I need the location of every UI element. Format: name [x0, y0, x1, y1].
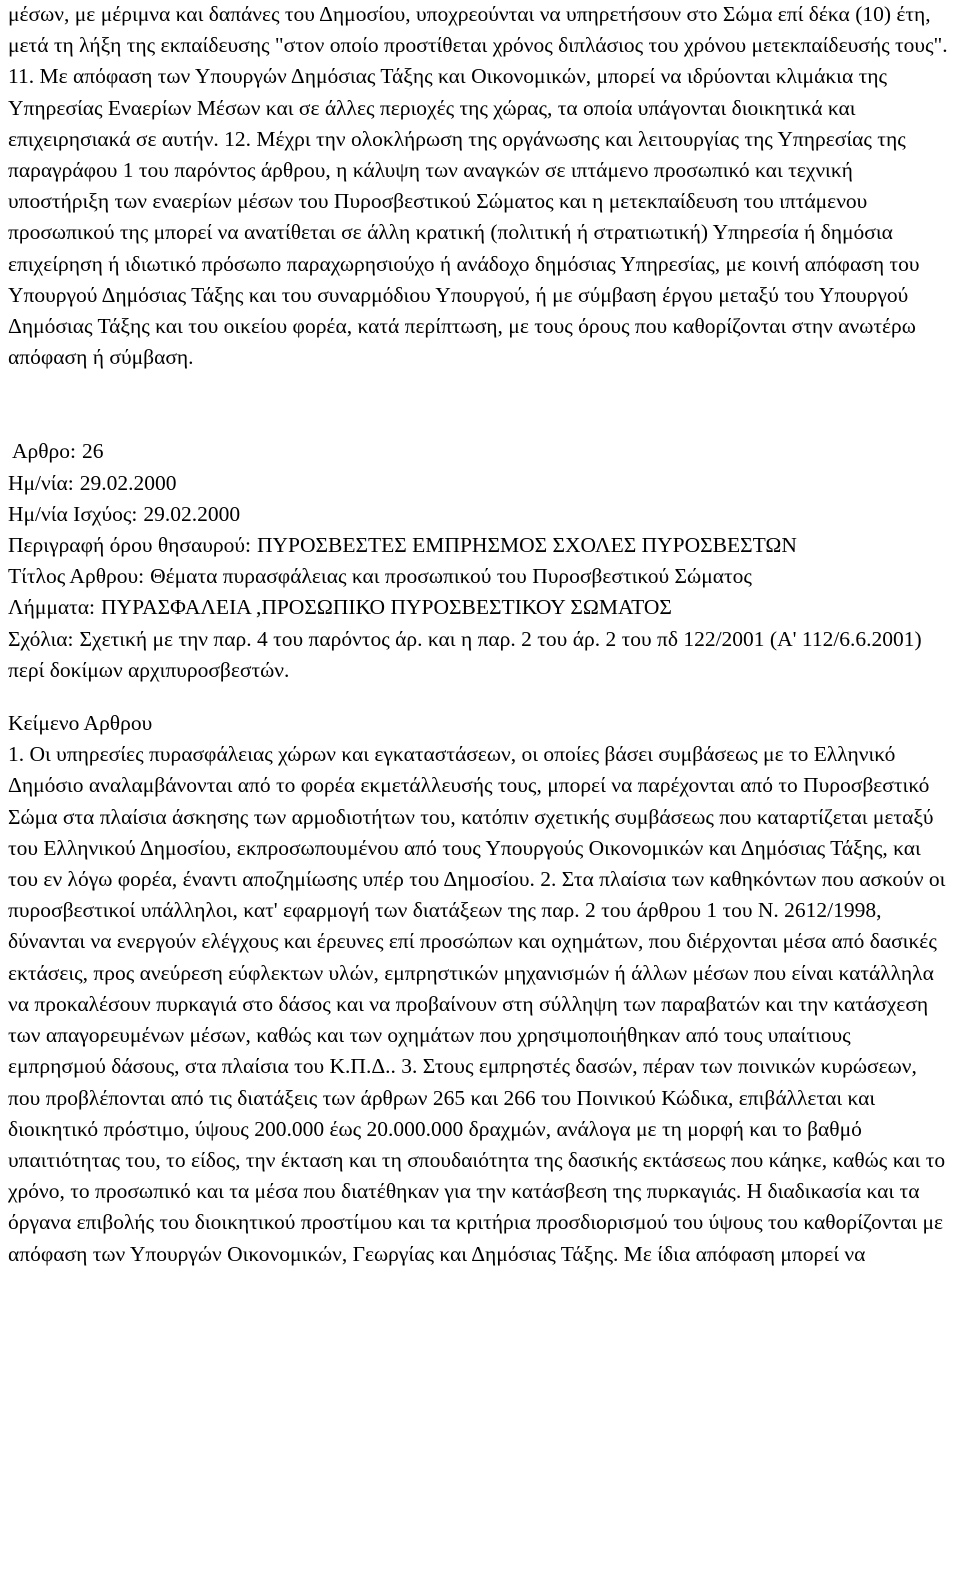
comments-line — [8, 624, 948, 686]
thesaurus-label: Περιγραφή όρου θησαυρού: — [8, 533, 251, 558]
article-number-label: Αρθρο: — [12, 439, 77, 464]
article-title-label: Τίτλος Αρθρου: — [8, 564, 145, 589]
lemmas-label: Λήμματα: — [8, 595, 96, 620]
lemmas-value: ΠΥΡΑΣΦΑΛΕΙΑ ,ΠΡΟΣΩΠΙΚΟ ΠΥΡΟΣΒΕΣΤΙΚΟΥ ΣΩΜΑΤΟΣ — [101, 595, 672, 620]
comments-value: Σχετική με την παρ. 4 του παρόντος άρ. και η παρ. 2 του άρ. 2 του πδ 122/2001 (Α' 112/6.6.2001) περί δοκίμων αρχιπυροσβεστών. — [8, 626, 922, 682]
article-date-label: Ημ/νία: — [8, 470, 74, 495]
article-number-line — [8, 436, 948, 467]
thesaurus-line — [8, 530, 948, 561]
article-date-line — [8, 468, 948, 499]
article-effective-date-label: Ημ/νία Ισχύος: — [8, 501, 138, 526]
article-effective-date-value: 29.02.2000 — [143, 501, 241, 526]
article-date-value: 29.02.2000 — [79, 470, 177, 495]
article-body-text: 1. Οι υπηρεσίες πυρασφάλειας χώρων και εγκαταστάσεων, οι οποίες βάσει συμβάσεως με το Ελληνικό Δημόσιο αναλαμβάνονται από το φορέα εκμετάλλευσής τους, μπορεί να παρέχονται από το Πυροσβεστικό Σώμα στα πλαίσια άσκησης των αρμοδιοτήτων του, κατόπιν σχετικής συμβάσεως που καταρτίζεται μεταξύ του Ελληνικού Δημοσίου, εκπροσωπουμένου από τους Υπουργούς Οικονομικών και Δημόσιας Τάξης, και του εν λόγω φορέα, έναντι αποζημίωσης υπέρ του Δημοσίου. 2. Στα πλαίσια των καθηκόντων που ασκούν οι πυροσβεστικοί υπάλληλοι, κατ' εφαρμογή των διατάξεων της παρ. 2 του άρθρου 1 του Ν. 2612/1998, δύνανται να ενεργούν ελέγχους και έρευνες επί προσώπων και οχημάτων, που διέρχονται μέσα από δασικές εκτάσεις, προς ανεύρεση εύφλεκτων υλών, εμπρηστικών μηχανισμών ή άλλων μέσων που είναι κατάλληλα να προκαλέσουν πυρκαγιά στο δάσος και να προβαίνουν στη σύλληψη των παραβατών και την κατάσχεση των απαγορευμένων μέσων, καθώς και των οχημάτων που χρησιμοποιήθηκαν από τους υπαίτιους εμπρησμού δάσους, στα πλαίσια του Κ.Π.Δ.. 3. Στους εμπρηστές δασών, πέραν των ποινικών κυρώσεων, που προβλέπονται από τις διατάξεις των άρθρων 265 και 266 του Ποινικού Κώδικα, επιβάλλεται και διοικητικό πρόστιμο, ύψους 200.000 έως 20.000.000 δραχμών, ανάλογα με τη μορφή και το βαθμό υπαιτιότητας του, το είδος, την έκταση και τη σπουδαιότητα της δασικής εκτάσεως που κάηκε, καθώς και το χρόνο, το προσωπικό και τα μέσα που διατέθηκαν για την κατάσβεση της πυρκαγιάς. Η διαδικασία και τα όργανα επιβολής του διοικητικού προστίμου και τα κριτήρια προσδιορισμού του ύψους του καθορίζονται με απόφαση των Υπουργών Οικονομικών, Γεωργίας και Δημόσιας Τάξης. Με ίδια απόφαση μπορεί να — [8, 742, 946, 1266]
article-title-value: Θέματα πυρασφάλειας και προσωπικού του Πυροσβεστικού Σώματος — [150, 564, 752, 589]
comments-label: Σχόλια: — [8, 626, 74, 651]
article-body-title: Κείμενο Αρθρου — [8, 711, 153, 736]
article-number-value: 26 — [82, 439, 104, 464]
lemmas-line — [8, 592, 948, 623]
article-title-line — [8, 561, 948, 592]
previous-article-text: μέσων, με μέριμνα και δαπάνες του Δημοσίου, υποχρεούνται να υπηρετήσουν στο Σώμα επί δέκα (10) έτη, μετά τη λήξη της εκπαίδευσης "στον οποίο προστίθεται χρόνος διπλάσιος του χρόνου μετεκπαίδευσής τους". 11. Με απόφαση των Υπουργών Δημόσιας Τάξης και Οικονομικών, μπορεί να ιδρύονται κλιμάκια της Υπηρεσίας Εναερίων Μέσων και σε άλλες περιοχές της χώρας, τα οποία υπάγονται διοικητικά και επιχειρησιακά σε αυτήν. 12. Μέχρι την ολοκλήρωση της οργάνωσης και λειτουργίας της Υπηρεσίας της παραγράφου 1 του παρόντος άρθρου, η κάλυψη των αναγκών σε ιπτάμενο προσωπικό και τεχνική υποστήριξη των εναερίων μέσων του Πυροσβεστικού Σώματος και η μετεκπαίδευση του ιπτάμενου προσωπικού της μπορεί να ανατίθεται σε άλλη κρατική (πολιτική ή στρατιωτική) Υπηρεσία ή δημόσια επιχείρηση ή ιδιωτικό πρόσωπο παραχωρησιούχο ή ανάδοχο δημόσιας Υπηρεσίας, με κοινή απόφαση του Υπουργού Δημόσιας Τάξης και του συναρμόδιου Υπουργού, ή με σύμβαση έργου μεταξύ του Υπουργού Δημόσιας Τάξης και του οικείου φορέα, κατά περίπτωση, με τους όρους που καθορίζονται στην ανωτέρω απόφαση ή σύμβαση. — [8, 2, 948, 370]
article-effective-date-line — [8, 499, 948, 530]
article-metadata — [8, 436, 948, 686]
thesaurus-value: ΠΥΡΟΣΒΕΣΤΕΣ ΕΜΠΡΗΣΜΟΣ ΣΧΟΛΕΣ ΠΥΡΟΣΒΕΣΤΩΝ — [256, 533, 797, 558]
